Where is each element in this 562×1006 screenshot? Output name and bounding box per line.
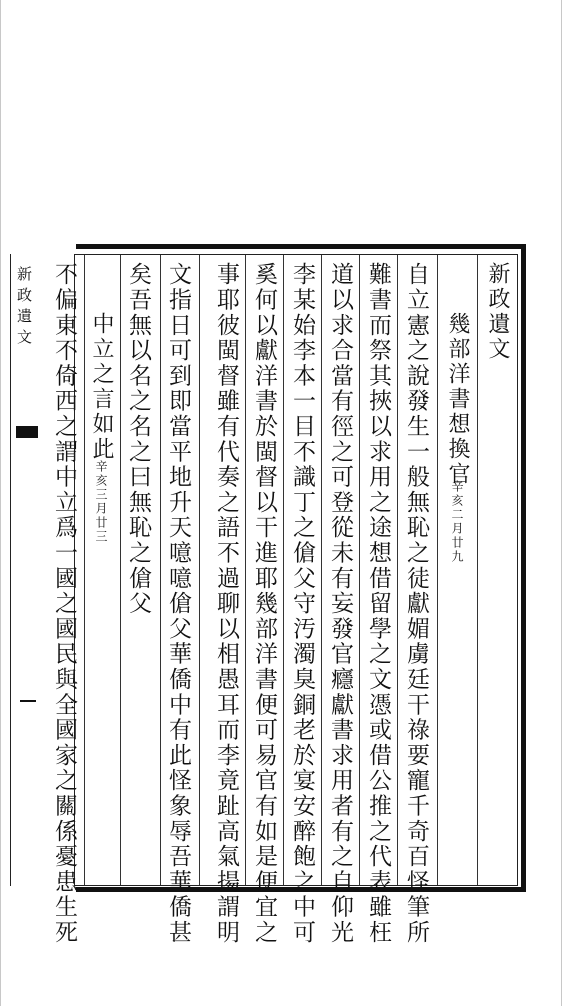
column-divider	[245, 255, 246, 885]
column-divider	[321, 255, 322, 885]
article-date: 辛亥三月廿三	[94, 460, 108, 544]
column-divider	[283, 255, 284, 885]
page-number-mark	[20, 700, 36, 702]
column-divider	[199, 255, 200, 885]
article-title: 幾部洋書想換官	[445, 312, 470, 487]
text-line: 道以求合當有徑之可登從未有妄發官癮獻書求用者有之自仰光	[327, 262, 353, 946]
column-divider	[120, 255, 121, 885]
column-divider	[160, 255, 161, 885]
text-line: 李某始李本一目不識丁之傖父守汚濁臭銅老於宴安醉飽之中可	[289, 262, 315, 946]
text-line: 文指日可到即當平地升天噫噫傖父華僑中有此怪象辱吾華僑甚	[165, 262, 191, 946]
text-line: 難書而祭其挾以求用之途想借留學之文憑或借公推之代表雖枉	[365, 262, 391, 946]
text-line: 矣吾無以名之名之曰無恥之傖父	[125, 262, 151, 617]
article-date: 辛亥二月廿九	[450, 480, 464, 564]
text-line: 不偏東不倚西之謂中立爲一國之國民與全國家之關係憂患生死	[51, 262, 77, 946]
column-divider	[359, 255, 360, 885]
text-line: 事耶彼閩督雖有代奏之語不過聊以相愚耳而李竟趾高氣揚謂明	[213, 262, 239, 946]
text-line: 奚何以獻洋書於閩督以干進耶幾部洋書便可易官有如是便宜之	[251, 262, 277, 946]
book-title: 新政遺文	[485, 262, 510, 362]
column-divider	[477, 255, 478, 885]
text-line: 自立憲之說發生一般無恥之徒獻媚虜廷干祿要寵千奇百怪筆所	[403, 262, 429, 946]
fishtail-mark	[16, 426, 38, 438]
margin-book-title: 新政遺文	[15, 266, 33, 350]
column-divider	[437, 255, 438, 885]
column-divider	[84, 255, 85, 885]
article-title: 中立之言如此	[89, 312, 114, 462]
column-divider	[397, 255, 398, 885]
